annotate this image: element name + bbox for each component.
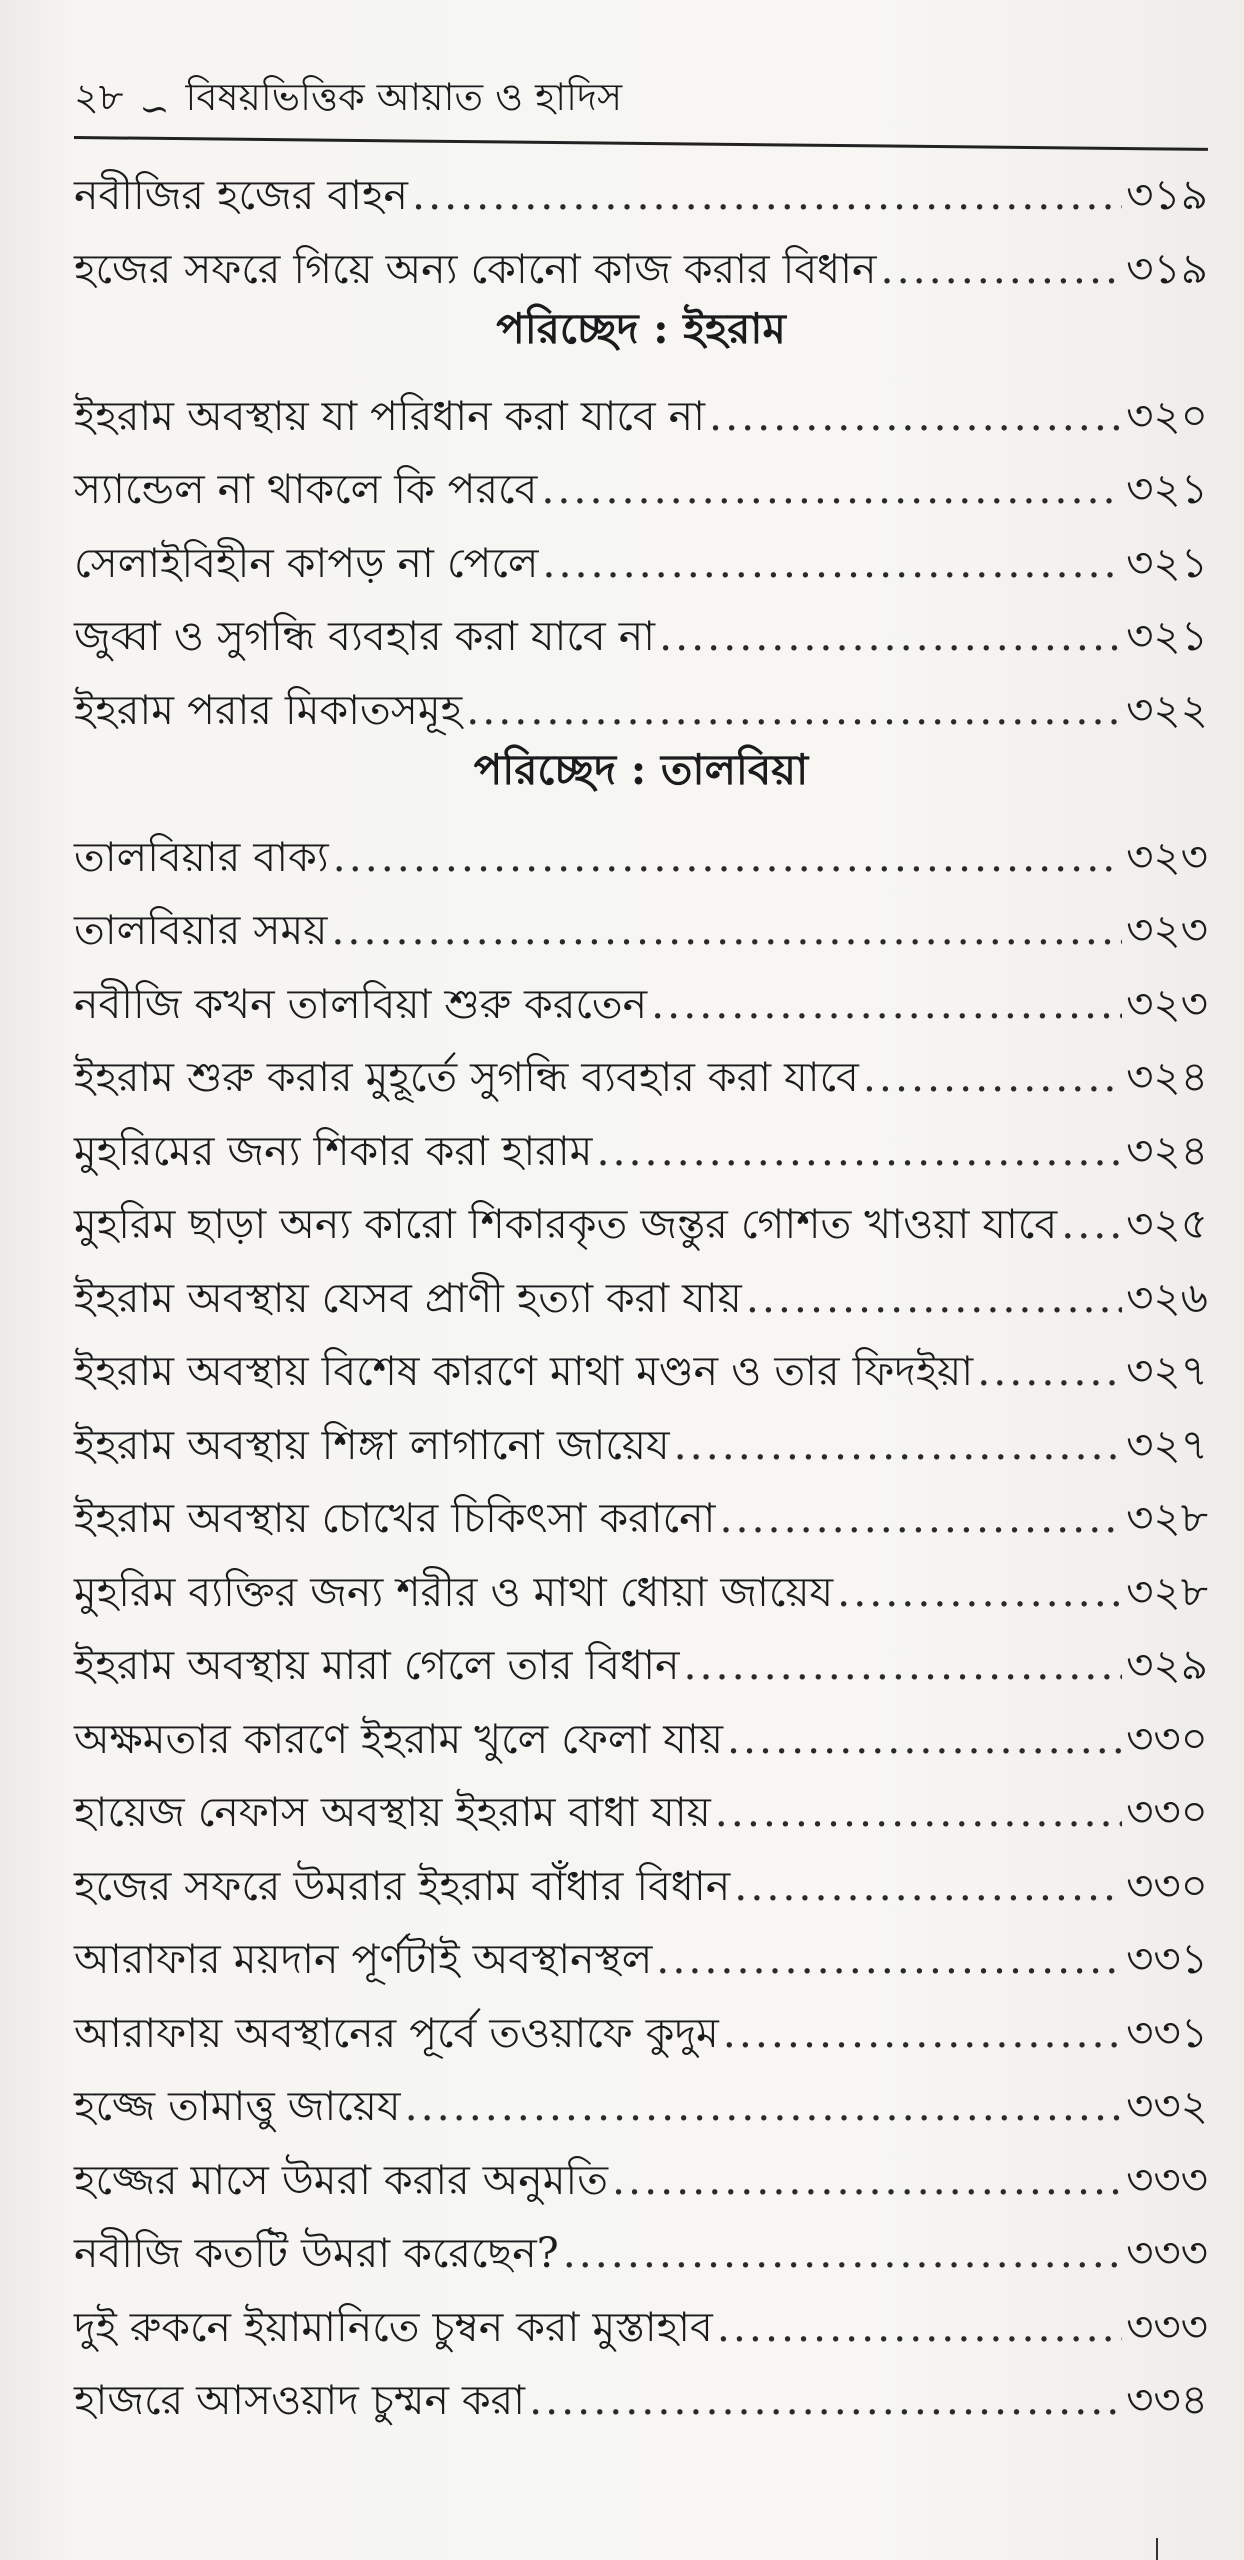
toc-entry-title: ইহরাম অবস্থায় চোখের চিকিৎসা করানো (74, 1494, 716, 1543)
dot-leader (541, 466, 1122, 513)
toc-entry-page: ৩২৫ (1126, 1199, 1208, 1249)
toc-entry (74, 961, 1208, 1035)
toc-entry-title: জুব্বা ও সুগন্ধি ব্যবহার করা যাবে না (74, 612, 656, 661)
toc-entry (74, 1475, 1208, 1549)
dot-leader (659, 613, 1122, 660)
toc-entry-page: ৩২১ (1126, 464, 1208, 514)
toc-entry (74, 1622, 1208, 1696)
toc-entry-title: ইহরাম শুরু করার মুহূর্তে সুগন্ধি ব্যবহার করা যাবে (74, 1053, 859, 1102)
dot-leader (723, 2010, 1122, 2057)
toc-entry-page: ৩২৮ (1126, 1493, 1208, 1543)
dot-leader (683, 1642, 1122, 1689)
toc-entry (74, 887, 1208, 961)
toc-entry (74, 1696, 1208, 1770)
toc-entry-page: ৩৩৩ (1126, 2154, 1208, 2204)
toc-entry-page: ৩১৯ (1126, 243, 1208, 293)
toc-entry-page: ৩২৬ (1126, 1272, 1208, 1322)
toc-entry (74, 226, 1208, 300)
toc-entry (74, 373, 1208, 447)
toc-entry (74, 2210, 1208, 2284)
toc-entry-title: নবীজির হজের বাহন (74, 171, 409, 220)
dot-leader (837, 1569, 1122, 1616)
dot-leader (881, 246, 1123, 293)
toc-entry-title: স্যান্ডেল না থাকলে কি পরবে (74, 465, 538, 514)
dot-leader (863, 1054, 1122, 1101)
toc-entry-title: ইহরাম পরার মিকাতসমূহ (74, 685, 463, 734)
dot-leader (746, 1275, 1122, 1322)
toc-entry (74, 446, 1208, 520)
toc-entry (74, 814, 1208, 888)
toc-entry-title: হজের সফরে গিয়ে অন্য কোনো কাজ করার বিধান (74, 244, 877, 293)
toc-entry-title: নবীজি কখন তালবিয়া শুরু করতেন (74, 979, 648, 1028)
dot-leader (715, 1789, 1122, 1836)
toc-entry-title: ইহরাম অবস্থায় যা পরিধান করা যাবে না (74, 391, 706, 440)
toc-entry-title: ইহরাম অবস্থায় শিঙ্গা লাগানো জায়েয (74, 1420, 670, 1469)
dot-leader (596, 1128, 1122, 1175)
toc-entry-title: হজ্জের মাসে উমরা করার অনুমতি (74, 2155, 608, 2204)
toc-entry-page: ৩১৯ (1126, 170, 1208, 220)
toc-entry-title: ইহরাম অবস্থায় যেসব প্রাণী হত্যা করা যায় (74, 1273, 742, 1322)
toc-entry (74, 2357, 1208, 2431)
toc-entry (74, 1843, 1208, 1917)
toc-entry-title: অক্ষমতার কারণে ইহরাম খুলে ফেলা যায় (74, 1714, 723, 1763)
header-divider (74, 136, 1208, 151)
toc-entry-title: নবীজি কতটি উমরা করেছেন? (74, 2229, 559, 2278)
toc-block-3 (74, 814, 1208, 2431)
toc-entry (74, 1916, 1208, 1990)
dot-leader (612, 2157, 1122, 2204)
toc-entry-title: হজ্জে তামাত্তু জায়েয (74, 2082, 401, 2131)
table-of-contents (74, 152, 1208, 2431)
toc-entry-page: ৩৩৪ (1126, 2375, 1208, 2425)
toc-entry (74, 1328, 1208, 1402)
toc-entry (74, 1108, 1208, 1182)
dot-leader (1061, 1201, 1122, 1248)
toc-entry-page: ৩২০ (1126, 390, 1208, 440)
toc-entry-page: ৩৩৩ (1126, 2228, 1208, 2278)
toc-entry-page: ৩৩০ (1126, 1713, 1208, 1763)
header-book-title: বিষয়ভিত্তিক আয়াত ও হাদিস (185, 75, 623, 119)
dot-leader (529, 2377, 1122, 2424)
section-heading-talbiya: পরিচ্ছেদ : তালবিয়া (473, 744, 809, 794)
toc-entry-page: ৩৩২ (1126, 2081, 1208, 2131)
ornament-icon: ∽ (139, 89, 170, 130)
toc-entry-title: মুহরিমের জন্য শিকার করা হারাম (74, 1126, 593, 1175)
toc-entry-page: ৩৩৩ (1126, 2301, 1208, 2351)
toc-entry-title: মুহরিম ব্যক্তির জন্য শরীর ও মাথা ধোয়া জায়েয (74, 1567, 834, 1616)
toc-entry-page: ৩২৪ (1126, 1052, 1208, 1102)
toc-entry (74, 152, 1208, 226)
dot-leader (405, 2083, 1123, 2130)
toc-block-1 (74, 152, 1208, 299)
dot-leader (717, 2304, 1122, 2351)
toc-entry-title: মুহরিম ছাড়া অন্য কারো শিকারকৃত জন্তুর গোশত খাওয়া যাবে (74, 1200, 1058, 1249)
toc-entry-page: ৩২২ (1126, 684, 1208, 734)
toc-entry-page: ৩৩১ (1126, 2007, 1208, 2057)
toc-entry (74, 1549, 1208, 1623)
toc-entry-title: তালবিয়ার সময় (74, 906, 328, 955)
toc-entry-title: দুই রুকনে ইয়ামানিতে চুম্বন করা মুস্তাহাব (74, 2302, 713, 2351)
toc-entry (74, 2284, 1208, 2358)
dot-leader (977, 1348, 1122, 1395)
toc-entry-title: তালবিয়ার বাক্য (74, 832, 329, 881)
toc-entry (74, 1255, 1208, 1329)
running-header (74, 72, 1204, 132)
toc-entry-page: ৩২৩ (1126, 905, 1208, 955)
toc-entry (74, 1990, 1208, 2064)
dot-leader (563, 2230, 1122, 2277)
toc-entry (74, 1181, 1208, 1255)
toc-entry-title: ইহরাম অবস্থায় মারা গেলে তার বিধান (74, 1641, 680, 1690)
toc-entry-page: ৩২৪ (1126, 1125, 1208, 1175)
toc-entry-title: আরাফার ময়দান পূর্ণটাই অবস্থানস্থল (74, 1935, 653, 1984)
toc-entry-page: ৩৩০ (1126, 1860, 1208, 1910)
toc-entry (74, 593, 1208, 667)
toc-entry-page: ৩২১ (1126, 611, 1208, 661)
dot-leader (734, 1863, 1122, 1910)
dot-leader (412, 172, 1122, 219)
toc-entry-page: ৩২৩ (1126, 978, 1208, 1028)
toc-entry-page: ৩২৩ (1126, 831, 1208, 881)
toc-entry-page: ৩৩১ (1126, 1934, 1208, 1984)
toc-entry-page: ৩২১ (1126, 537, 1208, 587)
toc-entry-title: হজের সফরে উমরার ইহরাম বাঁধার বিধান (74, 1861, 731, 1910)
header-page-number: ২৮ (74, 75, 124, 119)
dot-leader (331, 907, 1122, 954)
toc-block-2 (74, 373, 1208, 741)
dot-leader (656, 1936, 1122, 1983)
toc-entry (74, 2137, 1208, 2211)
dot-leader (674, 1422, 1122, 1469)
toc-entry-page: ৩৩০ (1126, 1787, 1208, 1837)
toc-entry-title: হায়েজ নেফাস অবস্থায় ইহরাম বাধা যায় (74, 1788, 711, 1837)
dot-leader (466, 687, 1122, 734)
toc-entry (74, 1402, 1208, 1476)
dot-leader (542, 540, 1122, 587)
toc-entry-page: ৩২৯ (1126, 1640, 1208, 1690)
dot-leader (719, 1495, 1122, 1542)
toc-entry-page: ৩২৭ (1126, 1419, 1208, 1469)
toc-entry (74, 2063, 1208, 2137)
toc-entry-title: হাজরে আসওয়াদ চুম্মন করা (74, 2376, 526, 2425)
toc-entry (74, 520, 1208, 594)
page-edge-mark (1156, 2538, 1158, 2560)
section-heading-ihram: পরিচ্ছেদ : ইহরাম (496, 303, 786, 353)
dot-leader (333, 834, 1122, 881)
toc-entry (74, 1769, 1208, 1843)
dot-leader (709, 393, 1122, 440)
toc-entry-title: ইহরাম অবস্থায় বিশেষ কারণে মাথা মণ্ডন ও তার ফিদইয়া (74, 1347, 974, 1396)
toc-entry (74, 667, 1208, 741)
dot-leader (651, 981, 1122, 1028)
toc-entry-title: সেলাইবিহীন কাপড় না পেলে (74, 538, 539, 587)
toc-entry (74, 1034, 1208, 1108)
dot-leader (727, 1716, 1122, 1763)
toc-entry-page: ৩২৮ (1126, 1566, 1208, 1616)
toc-entry-page: ৩২৭ (1126, 1346, 1208, 1396)
toc-entry-title: আরাফায় অবস্থানের পূর্বে তওয়াফে কুদুম (74, 2008, 719, 2057)
